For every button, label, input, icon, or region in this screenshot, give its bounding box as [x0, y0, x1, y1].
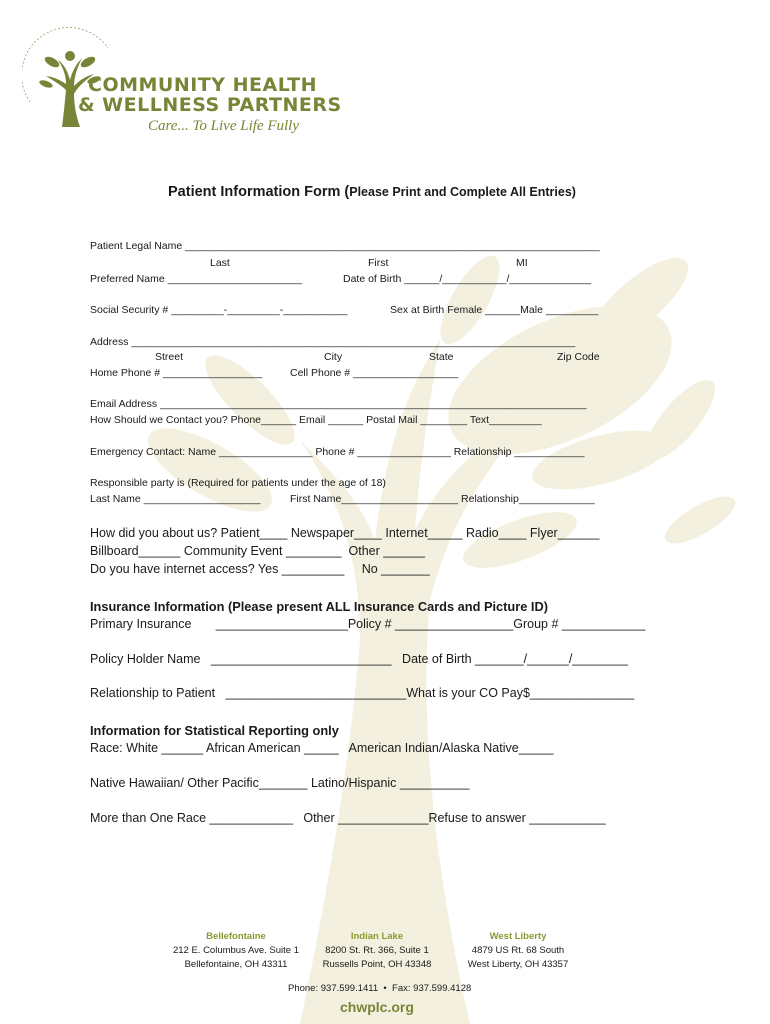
label-mi: MI	[516, 257, 528, 269]
dob-field[interactable]: Date of Birth ______/___________/______________	[343, 273, 592, 285]
legal-name-field[interactable]: Patient Legal Name _______________________________________________________________________	[90, 240, 600, 252]
referral-source-field-2[interactable]: Billboard______ Community Event ________ Other ______	[90, 544, 425, 558]
location-name-west-liberty: West Liberty	[489, 931, 547, 942]
race-field-3[interactable]: More than One Race ____________ Other _____________Refuse to answer ___________	[90, 811, 606, 825]
emergency-contact-field[interactable]: Emergency Contact: Name ________________ Phone # ________________ Relationship ____________	[90, 446, 585, 458]
label-last: Last	[210, 257, 230, 269]
footer-phone-fax: Phone: 937.599.1411 • Fax: 937.599.4128	[288, 983, 472, 994]
internet-access-field[interactable]: Do you have internet access? Yes _________ No _______	[90, 562, 430, 576]
preferred-name-field[interactable]: Preferred Name _______________________	[90, 273, 302, 285]
footer-website-link[interactable]: chwplc.org	[340, 999, 414, 1015]
email-field[interactable]: Email Address _________________________________________________________________________	[90, 398, 587, 410]
logo-name-line2: & WELLNESS PARTNERS	[78, 94, 342, 116]
label-zip: Zip Code	[557, 351, 600, 363]
race-field-2[interactable]: Native Hawaiian/ Other Pacific_______ Latino/Hispanic __________	[90, 776, 470, 790]
location-address-west-liberty: 4879 US Rt. 68 South West Liberty, OH 43357	[467, 945, 569, 970]
responsible-last-name-field[interactable]: Last Name ____________________	[90, 493, 261, 505]
sex-field[interactable]: Sex at Birth Female ______Male _________	[390, 304, 599, 316]
label-first: First	[368, 257, 389, 269]
location-address-indian-lake: 8200 St. Rt. 366, Suite 1 Russells Point, OH 43348	[322, 945, 432, 970]
ssn-field[interactable]: Social Security # _________-_________-___________	[90, 304, 348, 316]
label-city: City	[324, 351, 343, 363]
referral-source-field[interactable]: How did you about us? Patient____ Newspaper____ Internet_____ Radio____ Flyer______	[90, 526, 600, 540]
logo-tagline: Care... To Live Life Fully	[148, 118, 299, 134]
contact-preference-field[interactable]: How Should we Contact you? Phone______ Email ______ Postal Mail ________ Text_________	[90, 414, 542, 426]
logo-name-line1: COMMUNITY HEALTH	[88, 74, 318, 96]
address-field[interactable]: Address ____________________________________________________________________________	[90, 336, 576, 348]
policy-holder-field[interactable]: Policy Holder Name __________________________ Date of Birth _______/______/________	[90, 652, 628, 666]
location-name-bellefontaine: Bellefontaine	[206, 931, 266, 942]
responsible-party-note: Responsible party is (Required for patients under the age of 18)	[90, 477, 386, 489]
race-field-1[interactable]: Race: White ______ African American _____ American Indian/Alaska Native_____	[90, 741, 554, 755]
home-phone-field[interactable]: Home Phone # _________________	[90, 367, 263, 379]
relationship-copay-field[interactable]: Relationship to Patient __________________________What is your CO Pay$_______________	[90, 686, 635, 700]
insurance-heading: Insurance Information (Please present ALL Insurance Cards and Picture ID)	[90, 599, 548, 614]
cell-phone-field[interactable]: Cell Phone # __________________	[290, 367, 459, 379]
primary-insurance-field[interactable]: Primary Insurance ___________________Policy # _________________Group # ____________	[90, 617, 646, 631]
location-address-bellefontaine: 212 E. Columbus Ave. Suite 1 Bellefontaine, OH 43311	[172, 945, 300, 970]
form-title: Patient Information Form (Please Print and Complete All Entries)	[168, 184, 576, 200]
label-street: Street	[155, 351, 184, 363]
label-state: State	[429, 351, 454, 363]
responsible-first-name-field[interactable]: First Name____________________ Relationship_____________	[290, 493, 595, 505]
statistical-heading: Information for Statistical Reporting only	[90, 723, 339, 738]
location-name-indian-lake: Indian Lake	[350, 931, 404, 942]
